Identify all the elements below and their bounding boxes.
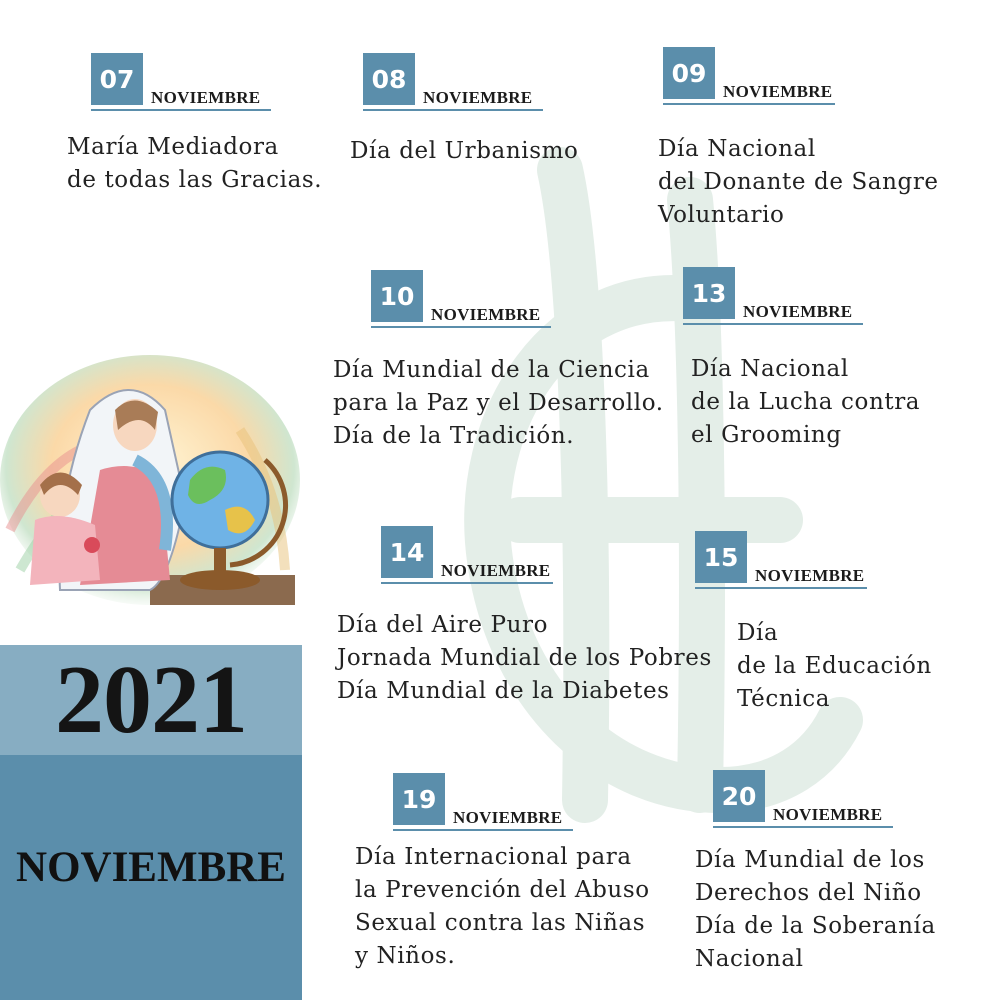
day-badge: 15	[695, 531, 747, 583]
event-description: Día Internacional para la Prevención del Abuso Sexual contra las Niñas y Niños.	[355, 844, 650, 969]
day-badge: 14	[381, 526, 433, 578]
event-description: Día Mundial de la Ciencia para la Paz y el Desarrollo. Día de la Tradición.	[333, 357, 664, 449]
month-label: NOVIEMBRE	[431, 305, 541, 324]
event-description: Día Nacional del Donante de Sangre Voluntario	[658, 136, 939, 228]
day-badge: 09	[663, 47, 715, 99]
event-description: Día del Aire Puro Jornada Mundial de los Pobres Día Mundial de la Diabetes	[337, 612, 712, 704]
day-badge: 07	[91, 53, 143, 105]
day-badge: 20	[713, 770, 765, 822]
day-badge: 13	[683, 267, 735, 319]
month-label: NOVIEMBRE	[755, 566, 865, 585]
underline	[663, 103, 835, 105]
mary-child-globe-illustration	[0, 350, 300, 630]
year-panel	[0, 645, 302, 755]
month-label: NOVIEMBRE	[151, 88, 261, 107]
day-badge: 08	[363, 53, 415, 105]
month-panel	[0, 755, 302, 1000]
month-title: NOVIEMBRE	[16, 844, 286, 891]
month-label: NOVIEMBRE	[773, 805, 883, 824]
event-description: Día Mundial de los Derechos del Niño Día de la Soberanía Nacional	[695, 847, 936, 972]
underline	[381, 582, 553, 584]
month-label: NOVIEMBRE	[723, 82, 833, 101]
day-badge: 19	[393, 773, 445, 825]
day-badge: 10	[371, 270, 423, 322]
underline	[683, 323, 863, 325]
month-label: NOVIEMBRE	[743, 302, 853, 321]
event-description: María Mediadora de todas las Gracias.	[67, 134, 323, 193]
underline	[393, 829, 573, 831]
underline	[695, 587, 867, 589]
year-text: 2021	[55, 646, 247, 754]
month-label: NOVIEMBRE	[453, 808, 563, 827]
month-label: NOVIEMBRE	[441, 561, 551, 580]
underline	[371, 326, 551, 328]
underline	[713, 826, 893, 828]
event-description: Día del Urbanismo	[350, 138, 579, 164]
underline	[363, 109, 543, 111]
event-description: Día de la Educación Técnica	[737, 620, 932, 712]
month-label: NOVIEMBRE	[423, 88, 533, 107]
event-description: Día Nacional de la Lucha contra el Grooming	[691, 356, 921, 448]
underline	[91, 109, 271, 111]
